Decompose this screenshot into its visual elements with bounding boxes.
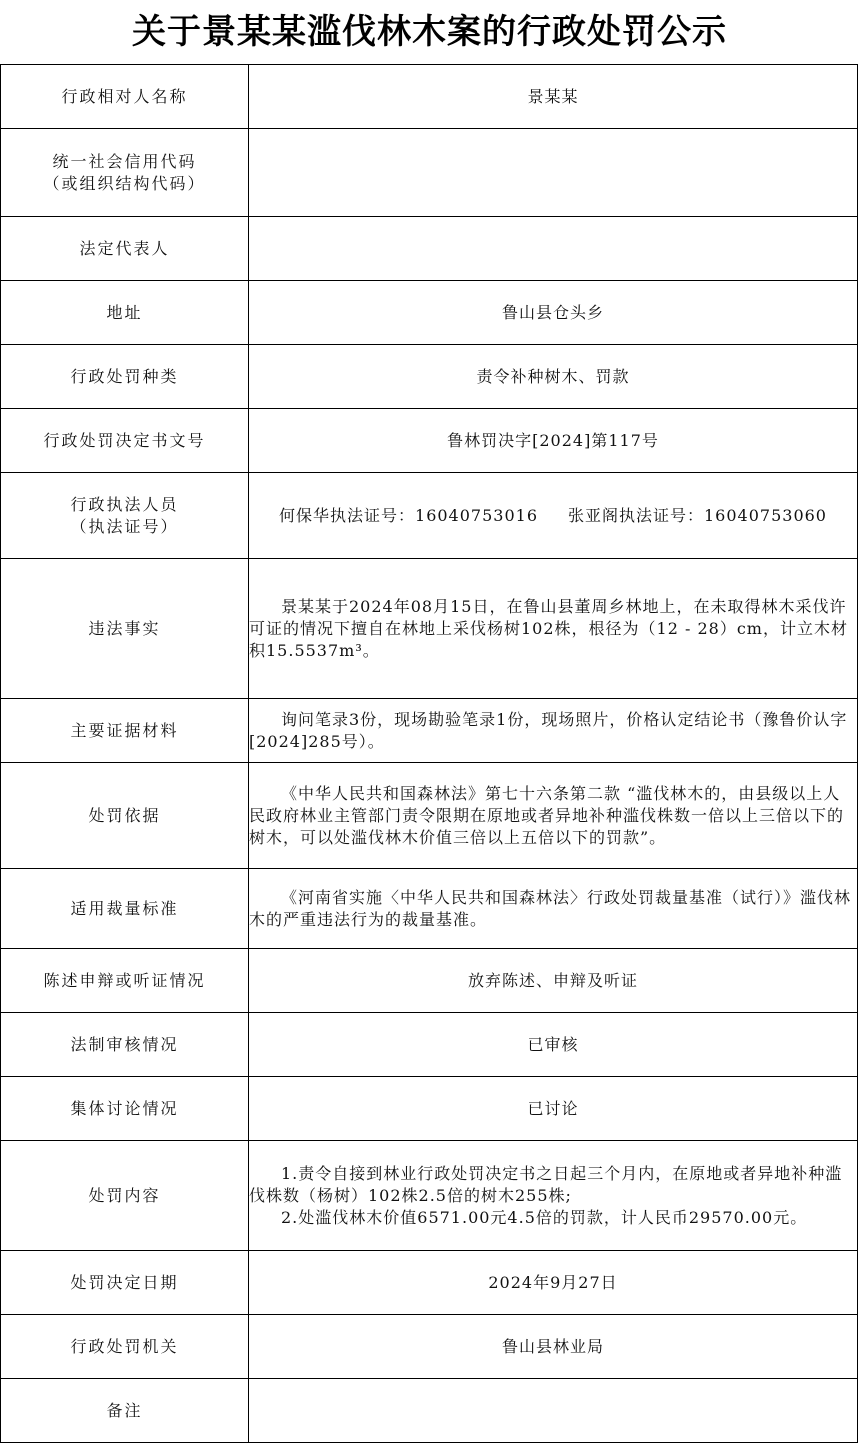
row-party-name	[1, 65, 858, 129]
row-basis	[1, 763, 858, 869]
basis-text: 《中华人民共和国森林法》第七十六条第二款 “滥伐林木的，由县级以上人民政府林业主管部门责令限期在原地或者异地补种滥伐株数一倍以上三倍以下的树木，可以处滥伐林木价值三倍以上五倍以下的罚款”。	[249, 783, 845, 847]
value-standard	[249, 869, 858, 949]
label-remarks: 备注	[1, 1379, 249, 1443]
value-legal-review: 已审核	[249, 1013, 858, 1077]
value-decision-no: 鲁林罚决字[2024]第117号	[249, 409, 858, 473]
standard-text: 《河南省实施〈中华人民共和国森林法〉行政处罚裁量基准（试行）》滥伐林木的严重违法行为的裁量基准。	[249, 887, 852, 929]
label-hearing: 陈述申辩或听证情况	[1, 949, 249, 1013]
value-hearing: 放弃陈述、申辩及听证	[249, 949, 858, 1013]
value-facts	[249, 559, 858, 699]
page-title: 关于景某某滥伐林木案的行政处罚公示	[132, 12, 727, 52]
value-party-name: 景某某	[249, 65, 858, 129]
label-officers-line1: 行政执法人员	[70, 494, 179, 514]
value-credit-code	[249, 129, 858, 217]
label-credit-code-line2: （或组织结构代码）	[43, 173, 206, 193]
label-standard: 适用裁量标准	[1, 869, 249, 949]
label-credit-code	[1, 129, 249, 217]
content-item-2: 2.处滥伐林木价值6571.00元4.5倍的罚款，计人民币29570.00元。	[281, 1207, 808, 1227]
value-legal-rep	[249, 217, 858, 281]
label-officers-line2: （执法证号）	[70, 516, 179, 536]
label-credit-code-line1: 统一社会信用代码	[52, 151, 197, 171]
facts-text: 景某某于2024年08月15日，在鲁山县董周乡林地上，在未取得林木采伐许可证的情况下擅自在林地上采伐杨树102株，根径为（12 - 28）cm，计立木材积15.5537m³。	[249, 596, 848, 660]
row-collective	[1, 1077, 858, 1141]
row-officers	[1, 473, 858, 559]
value-collective: 已讨论	[249, 1077, 858, 1141]
row-authority	[1, 1315, 858, 1379]
value-content	[249, 1141, 858, 1251]
row-standard	[1, 869, 858, 949]
value-decision-date: 2024年9月27日	[249, 1251, 858, 1315]
value-remarks	[249, 1379, 858, 1443]
row-hearing	[1, 949, 858, 1013]
row-decision-no	[1, 409, 858, 473]
row-credit-code	[1, 129, 858, 217]
label-content: 处罚内容	[1, 1141, 249, 1251]
penalty-info-table	[0, 64, 858, 1443]
label-evidence: 主要证据材料	[1, 699, 249, 763]
row-content	[1, 1141, 858, 1251]
label-facts: 违法事实	[1, 559, 249, 699]
label-basis: 处罚依据	[1, 763, 249, 869]
label-legal-review: 法制审核情况	[1, 1013, 249, 1077]
row-evidence	[1, 699, 858, 763]
row-remarks	[1, 1379, 858, 1443]
evidence-text: 询问笔录3份，现场勘验笔录1份，现场照片，价格认定结论书（豫鲁价认字[2024]285号）。	[249, 709, 848, 751]
value-authority: 鲁山县林业局	[249, 1315, 858, 1379]
label-collective: 集体讨论情况	[1, 1077, 249, 1141]
row-decision-date	[1, 1251, 858, 1315]
label-legal-rep: 法定代表人	[1, 217, 249, 281]
label-decision-date: 处罚决定日期	[1, 1251, 249, 1315]
row-legal-rep	[1, 217, 858, 281]
content-item-1: 1.责令自接到林业行政处罚决定书之日起三个月内，在原地或者异地补种滥伐株数（杨树）102株2.5倍的树木255株;	[249, 1163, 843, 1205]
row-facts	[1, 559, 858, 699]
row-penalty-type	[1, 345, 858, 409]
label-party-name: 行政相对人名称	[1, 65, 249, 129]
value-evidence	[249, 699, 858, 763]
label-officers	[1, 473, 249, 559]
label-authority: 行政处罚机关	[1, 1315, 249, 1379]
label-penalty-type: 行政处罚种类	[1, 345, 249, 409]
officer-2: 张亚阁执法证号：16040753060	[568, 505, 827, 525]
row-address	[1, 281, 858, 345]
value-penalty-type: 责令补种树木、罚款	[249, 345, 858, 409]
value-officers	[249, 473, 858, 559]
value-basis	[249, 763, 858, 869]
label-address: 地址	[1, 281, 249, 345]
label-decision-no: 行政处罚决定书文号	[1, 409, 249, 473]
officer-1: 何保华执法证号：16040753016	[279, 505, 538, 525]
value-address: 鲁山县仓头乡	[249, 281, 858, 345]
row-legal-review	[1, 1013, 858, 1077]
